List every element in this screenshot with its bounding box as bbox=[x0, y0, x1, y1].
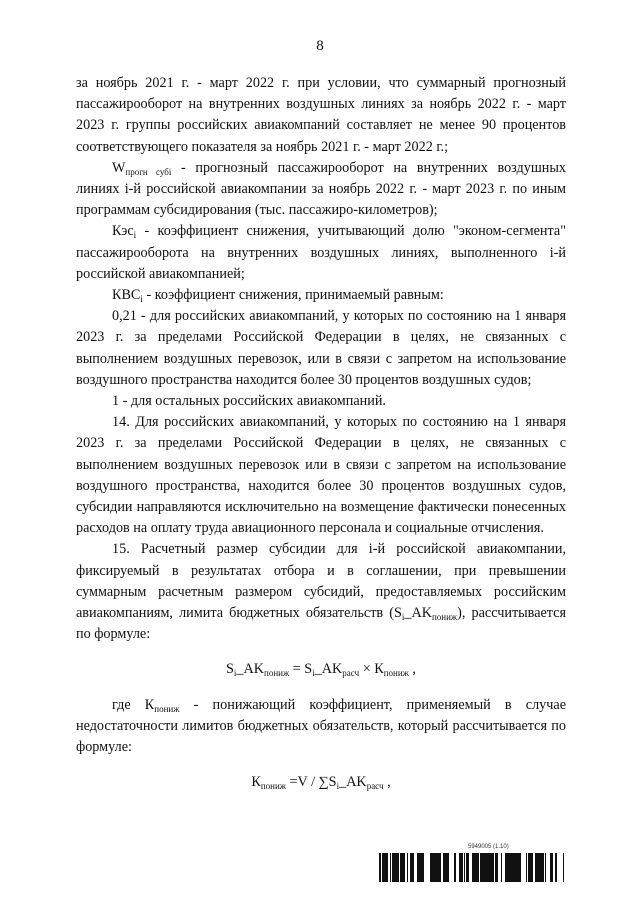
formula1-rsub-rasch: расч bbox=[342, 668, 360, 679]
formula2-mid: =V / ∑S bbox=[286, 774, 337, 791]
formula1-times: × К bbox=[359, 661, 384, 678]
w-definition-text: - прогнозный пассажирооборот на внутренних воздушных линиях i-й российской авиакомпании за ноябрь 2022 г. - март 2023 г. по иным программам субсидирования (тыс. пассажиро-километров); bbox=[76, 159, 566, 219]
formula1-tail: , bbox=[408, 661, 416, 678]
formula2-k: К bbox=[251, 774, 261, 791]
kes-symbol: Кэс bbox=[112, 223, 134, 240]
w-subscript: прогн субi bbox=[125, 166, 172, 177]
formula-subsidy bbox=[76, 659, 566, 680]
p15-sub-ponizh: пониж bbox=[431, 612, 458, 623]
kvs-subscript: i bbox=[140, 294, 143, 305]
formula1-s: S bbox=[226, 661, 234, 678]
w-symbol: W bbox=[112, 159, 126, 176]
paragraph-1-other: 1 - для остальных российских авиакомпаний. bbox=[112, 393, 386, 410]
formula2-sub-i: i bbox=[336, 781, 340, 792]
kponizh-sub: пониж bbox=[154, 703, 180, 714]
p15-sub-i: i bbox=[401, 612, 405, 623]
barcode-id: 5949005 (1.10) bbox=[468, 844, 509, 850]
formula-coefficient bbox=[76, 772, 566, 793]
formula1-rak: _AK bbox=[314, 661, 343, 678]
formula2-sub-rasch: расч bbox=[366, 781, 384, 792]
kes-subscript: i bbox=[133, 230, 137, 241]
barcode-icon bbox=[378, 853, 564, 882]
paragraph-kvs-definition bbox=[76, 285, 566, 306]
kvs-symbol: КВС bbox=[112, 287, 141, 304]
formula2-ksub: пониж bbox=[260, 781, 286, 792]
formula1-rsub-i: i bbox=[312, 668, 315, 679]
formula2-ak: _AK bbox=[339, 774, 367, 791]
formula1-ksub: пониж bbox=[383, 668, 409, 679]
paragraph-021: 0,21 - для российских авиакомпаний, у которых по состоянию на 1 января 2023 г. за пределами Российской Федерации в целях, не связанных с выполнением воздушных перевозок, или в связи с запретом на использование воздушного пространства находится более 30 процентов воздушных судов; bbox=[76, 308, 566, 388]
kponizh-text1: где К bbox=[112, 696, 155, 713]
formula1-sub-ponizh: пониж bbox=[264, 668, 290, 679]
paragraph-kponizh bbox=[76, 695, 566, 759]
barcode-block bbox=[378, 844, 564, 882]
formula1-eq: = S bbox=[289, 661, 313, 678]
formula1-sub-i: i bbox=[233, 668, 237, 679]
document-body bbox=[76, 73, 566, 808]
kponizh-text2: - понижающий коэффициент, применяемый в случае недостаточности лимитов бюджетных обязательств, который рассчитывается по формуле: bbox=[76, 696, 566, 756]
paragraph-1: за ноябрь 2021 г. - март 2022 г. при условии, что суммарный прогнозный пассажирооборот на внутренних воздушных линиях за ноябрь 2022 г. - март 2023 г. группы российских авиакомпаний составляет не менее 90 процентов соответствующего показателя за ноябрь 2021 г. - март 2022 г.; bbox=[76, 75, 566, 155]
paragraph-15 bbox=[76, 539, 566, 645]
paragraph-14: 14. Для российских авиакомпаний, у которых по состоянию на 1 января 2023 г. за пределами Российской Федерации в целях, не связанных с выполнением воздушных перевозок или в связи с запретом на использование воздушного пространства, находится более 30 процентов воздушных судов, субсидии направляются исключительно на возмещение фактически понесенных расходов на оплату труда авиационного персонала и социальные отчисления. bbox=[76, 414, 566, 537]
paragraph-kes-definition bbox=[76, 221, 566, 285]
page-number: 8 bbox=[316, 38, 324, 54]
paragraph-w-definition bbox=[76, 158, 566, 222]
p15-end: ), рассчитывается по формуле: bbox=[76, 605, 566, 643]
kvs-definition-text: - коэффициент снижения, принимаемый равным: bbox=[142, 287, 444, 304]
p15-ak: _AK bbox=[404, 605, 432, 622]
formula1-ak: _AK bbox=[236, 661, 265, 678]
p15-text: 15. Расчетный размер субсидии для i-й российской авиакомпании, фиксируемый в результатах отбора и в соглашении, при превышении суммарным расчетным размером субсидий, предоставляемых российским авиакомпаниям, лимита бюджетных обязательств (S bbox=[76, 541, 566, 622]
formula2-tail: , bbox=[383, 774, 391, 791]
kes-definition-text: - коэффициент снижения, учитывающий долю "эконом-сегмента" пассажирооборота на внутренних воздушных линиях, выполненного i-й российской авиакомпанией; bbox=[76, 223, 566, 282]
